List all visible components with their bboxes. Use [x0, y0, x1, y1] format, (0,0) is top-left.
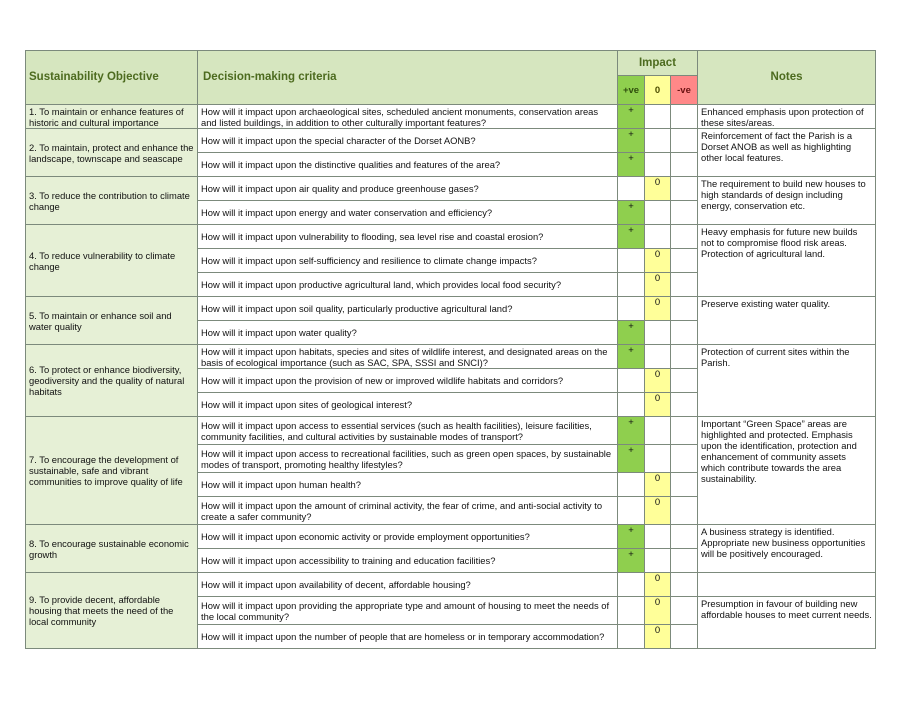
header-notes: Notes: [698, 51, 876, 105]
impact-neutral-cell: 0: [645, 473, 671, 497]
impact-positive-cell: [618, 497, 645, 525]
impact-negative-cell: [671, 393, 698, 417]
objective-cell: 8. To encourage sustainable economic growth: [26, 525, 198, 573]
impact-negative-cell: [671, 345, 698, 369]
objective-cell: 4. To reduce vulnerability to climate change: [26, 225, 198, 297]
impact-negative-cell: [671, 417, 698, 445]
header-impact-neutral: 0: [645, 76, 671, 105]
criteria-cell: How will it impact upon the number of people that are homeless or in temporary accommodation?: [198, 625, 618, 649]
table-row: [26, 105, 876, 129]
criteria-cell: How will it impact upon vulnerability to flooding, sea level rise and coastal erosion?: [198, 225, 618, 249]
criteria-cell: How will it impact upon sites of geological interest?: [198, 393, 618, 417]
impact-positive-cell: +: [618, 345, 645, 369]
objective-cell: 6. To protect or enhance biodiversity, geodiversity and the quality of natural habitats: [26, 345, 198, 417]
impact-neutral-cell: [645, 417, 671, 445]
table-row: [26, 417, 876, 445]
impact-negative-cell: [671, 473, 698, 497]
impact-negative-cell: [671, 525, 698, 549]
notes-cell: Heavy emphasis for future new builds not to compromise flood risk areas. Protection of agricultural land.: [698, 225, 876, 297]
impact-negative-cell: [671, 129, 698, 153]
criteria-cell: How will it impact upon human health?: [198, 473, 618, 497]
impact-positive-cell: [618, 249, 645, 273]
impact-neutral-cell: 0: [645, 625, 671, 649]
impact-negative-cell: [671, 201, 698, 225]
impact-neutral-cell: [645, 345, 671, 369]
impact-negative-cell: [671, 225, 698, 249]
impact-positive-cell: [618, 473, 645, 497]
impact-positive-cell: +: [618, 321, 645, 345]
criteria-cell: How will it impact upon self-sufficiency and resilience to climate change impacts?: [198, 249, 618, 273]
impact-negative-cell: [671, 497, 698, 525]
impact-neutral-cell: 0: [645, 497, 671, 525]
notes-cell: [698, 573, 876, 597]
criteria-cell: How will it impact upon access to essential services (such as health facilities), leisure facilities, community facilities, and cultural activities by sustainable modes of transport?: [198, 417, 618, 445]
objective-cell: 5. To maintain or enhance soil and water quality: [26, 297, 198, 345]
impact-neutral-cell: [645, 105, 671, 129]
table-row: [26, 525, 876, 549]
table-row: [26, 297, 876, 321]
notes-cell: The requirement to build new houses to high standards of design including energy, conservation etc.: [698, 177, 876, 225]
impact-neutral-cell: [645, 153, 671, 177]
notes-cell: Protection of current sites within the Parish.: [698, 345, 876, 417]
impact-negative-cell: [671, 549, 698, 573]
impact-positive-cell: [618, 369, 645, 393]
criteria-cell: How will it impact upon water quality?: [198, 321, 618, 345]
objective-cell: 2. To maintain, protect and enhance the landscape, townscape and seascape: [26, 129, 198, 177]
impact-neutral-cell: [645, 321, 671, 345]
impact-neutral-cell: [645, 225, 671, 249]
notes-cell: Reinforcement of fact the Parish is a Dorset ANOB as well as highlighting other local features.: [698, 129, 876, 177]
impact-positive-cell: +: [618, 417, 645, 445]
impact-neutral-cell: [645, 445, 671, 473]
impact-positive-cell: +: [618, 225, 645, 249]
header-impact: Impact: [618, 51, 698, 76]
table-row: [26, 225, 876, 249]
impact-neutral-cell: 0: [645, 297, 671, 321]
impact-positive-cell: +: [618, 105, 645, 129]
criteria-cell: How will it impact upon access to recreational facilities, such as green open spaces, by sustainable modes of transport, promoting healthy lifestyles?: [198, 445, 618, 473]
impact-neutral-cell: 0: [645, 249, 671, 273]
criteria-cell: How will it impact upon energy and water conservation and efficiency?: [198, 201, 618, 225]
criteria-cell: How will it impact upon providing the appropriate type and amount of housing to meet the needs of the local community?: [198, 597, 618, 625]
criteria-cell: How will it impact upon air quality and produce greenhouse gases?: [198, 177, 618, 201]
notes-cell: Enhanced emphasis upon protection of these sites/areas.: [698, 105, 876, 129]
impact-positive-cell: [618, 573, 645, 597]
impact-positive-cell: [618, 177, 645, 201]
impact-neutral-cell: [645, 201, 671, 225]
impact-positive-cell: +: [618, 153, 645, 177]
impact-positive-cell: +: [618, 525, 645, 549]
notes-cell: Important “Green Space” areas are highlighted and protected. Emphasis upon the identification, protection and enhancement of community assets which contribute towards the area sustainability.: [698, 417, 876, 525]
header-objective: Sustainability Objective: [26, 51, 198, 105]
criteria-cell: How will it impact upon the provision of new or improved wildlife habitats and corridors?: [198, 369, 618, 393]
sustainability-appraisal-sheet: [25, 50, 875, 649]
impact-negative-cell: [671, 369, 698, 393]
criteria-cell: How will it impact upon accessibility to training and education facilities?: [198, 549, 618, 573]
objective-cell: 7. To encourage the development of sustainable, safe and vibrant communities to improve quality of life: [26, 417, 198, 525]
impact-neutral-cell: [645, 129, 671, 153]
impact-positive-cell: +: [618, 201, 645, 225]
notes-cell: A business strategy is identified. Appropriate new business opportunities will be positively encouraged.: [698, 525, 876, 573]
impact-negative-cell: [671, 321, 698, 345]
impact-neutral-cell: 0: [645, 369, 671, 393]
criteria-cell: How will it impact upon the special character of the Dorset AONB?: [198, 129, 618, 153]
impact-positive-cell: +: [618, 445, 645, 473]
impact-negative-cell: [671, 597, 698, 625]
impact-negative-cell: [671, 573, 698, 597]
header-impact-negative: -ve: [671, 76, 698, 105]
impact-positive-cell: +: [618, 129, 645, 153]
sustainability-table: [25, 50, 876, 649]
impact-neutral-cell: [645, 525, 671, 549]
impact-negative-cell: [671, 445, 698, 473]
impact-negative-cell: [671, 105, 698, 129]
impact-negative-cell: [671, 273, 698, 297]
impact-positive-cell: [618, 297, 645, 321]
criteria-cell: How will it impact upon soil quality, particularly productive agricultural land?: [198, 297, 618, 321]
criteria-cell: How will it impact upon archaeological sites, scheduled ancient monuments, conservation areas and listed buildings, in addition to other culturally important features?: [198, 105, 618, 129]
impact-neutral-cell: 0: [645, 393, 671, 417]
impact-positive-cell: [618, 393, 645, 417]
impact-negative-cell: [671, 625, 698, 649]
header-row-top: [26, 51, 876, 76]
objective-cell: 1. To maintain or enhance features of historic and cultural importance: [26, 105, 198, 129]
impact-negative-cell: [671, 177, 698, 201]
table-body: [26, 105, 876, 649]
header-impact-positive: +ve: [618, 76, 645, 105]
impact-negative-cell: [671, 297, 698, 321]
criteria-cell: How will it impact upon economic activity or provide employment opportunities?: [198, 525, 618, 549]
objective-cell: 3. To reduce the contribution to climate change: [26, 177, 198, 225]
objective-cell: 9. To provide decent, affordable housing that meets the need of the local community: [26, 573, 198, 649]
impact-negative-cell: [671, 153, 698, 177]
criteria-cell: How will it impact upon the amount of criminal activity, the fear of crime, and anti-social activity to create a safer community?: [198, 497, 618, 525]
impact-neutral-cell: 0: [645, 273, 671, 297]
impact-positive-cell: +: [618, 549, 645, 573]
table-row: [26, 345, 876, 369]
criteria-cell: How will it impact upon the distinctive qualities and features of the area?: [198, 153, 618, 177]
table-row: [26, 177, 876, 201]
criteria-cell: How will it impact upon habitats, species and sites of wildlife interest, and designated areas on the basis of ecological importance (such as SAC, SPA, SSSI and SNCI)?: [198, 345, 618, 369]
impact-positive-cell: [618, 625, 645, 649]
impact-negative-cell: [671, 249, 698, 273]
impact-positive-cell: [618, 597, 645, 625]
criteria-cell: How will it impact upon availability of decent, affordable housing?: [198, 573, 618, 597]
table-row: [26, 129, 876, 153]
impact-neutral-cell: 0: [645, 573, 671, 597]
impact-positive-cell: [618, 273, 645, 297]
header-criteria: Decision-making criteria: [198, 51, 618, 105]
impact-neutral-cell: 0: [645, 597, 671, 625]
criteria-cell: How will it impact upon productive agricultural land, which provides local food security?: [198, 273, 618, 297]
notes-cell: Preserve existing water quality.: [698, 297, 876, 345]
table-row: [26, 573, 876, 597]
impact-neutral-cell: 0: [645, 177, 671, 201]
impact-neutral-cell: [645, 549, 671, 573]
notes-cell: Presumption in favour of building new affordable houses to meet current needs.: [698, 597, 876, 649]
